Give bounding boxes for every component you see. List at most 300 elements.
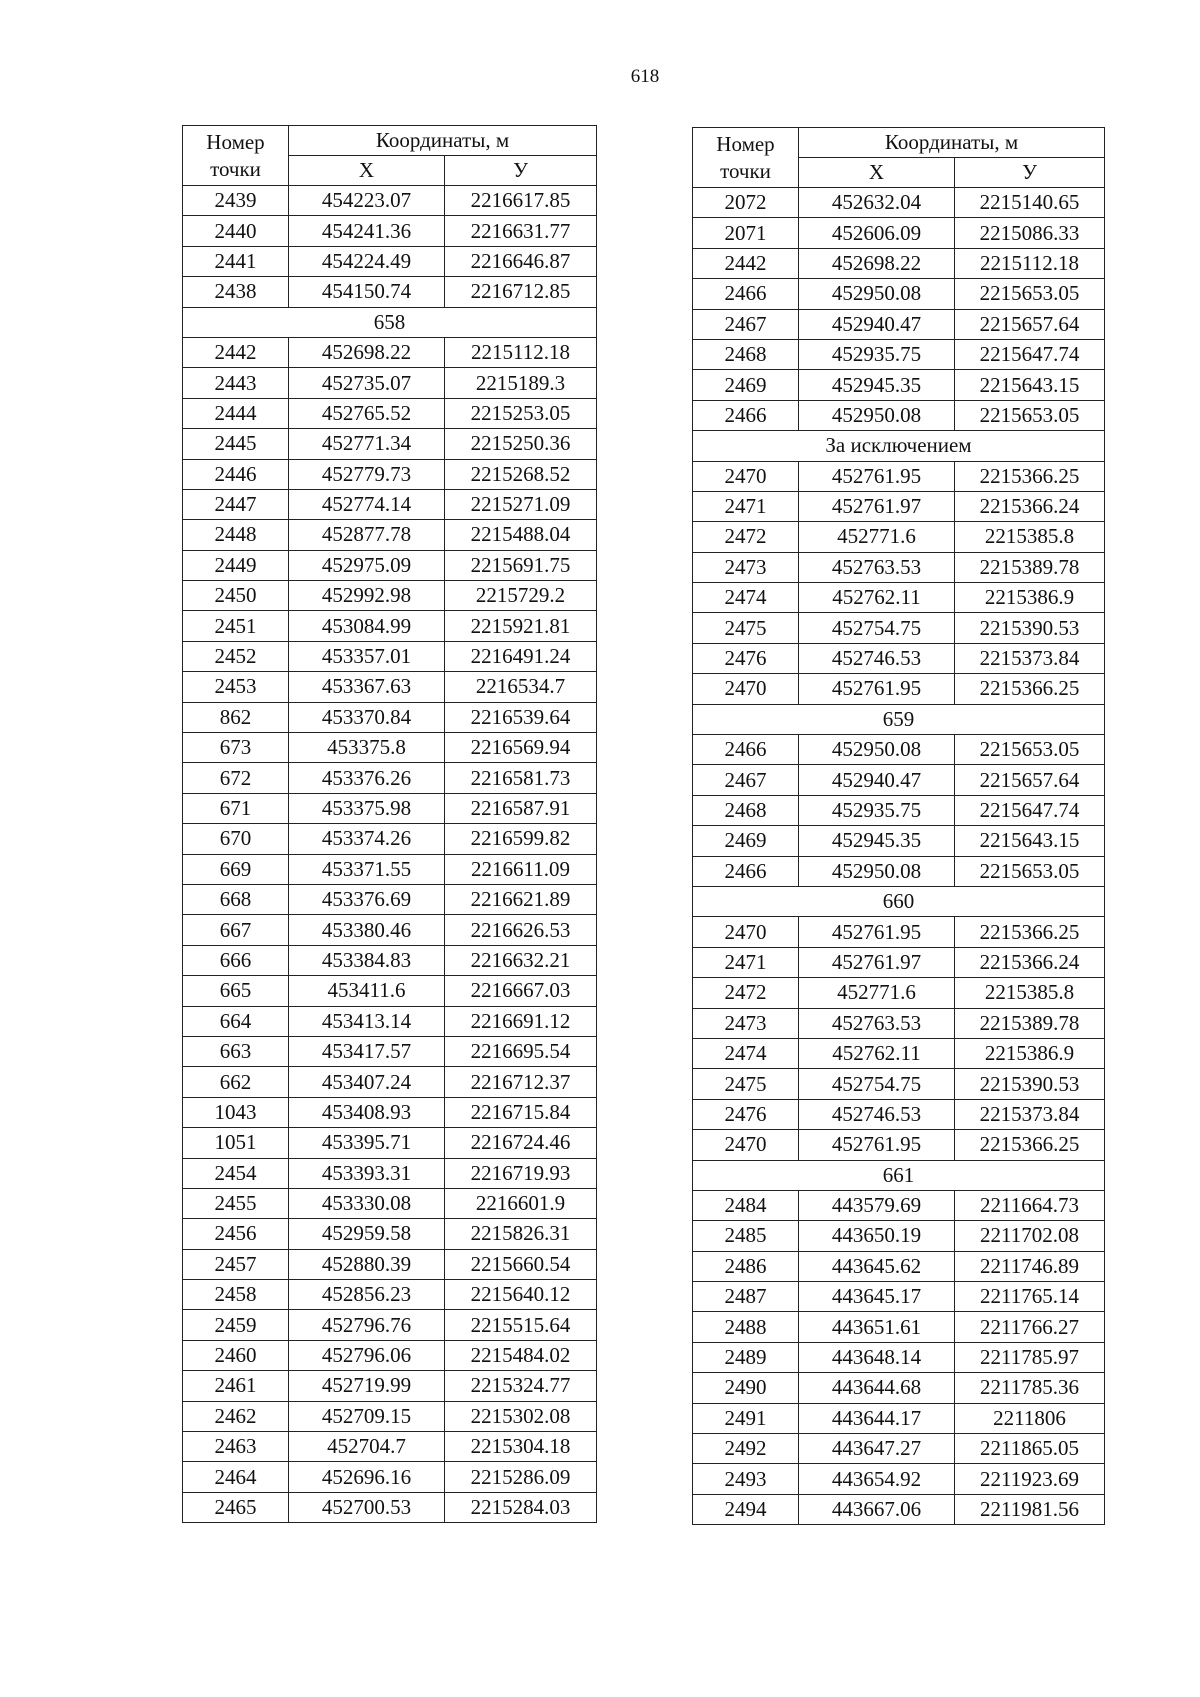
cell-point-number: 2492 bbox=[693, 1434, 799, 1464]
table-row bbox=[693, 1130, 1105, 1160]
cell-x: 452746.53 bbox=[799, 1099, 955, 1129]
cell-y: 2215657.64 bbox=[955, 309, 1105, 339]
cell-x: 453376.26 bbox=[289, 763, 445, 793]
cell-x: 454241.36 bbox=[289, 216, 445, 246]
cell-x: 452771.6 bbox=[799, 522, 955, 552]
cell-x: 452761.95 bbox=[799, 917, 955, 947]
cell-point-number: 2444 bbox=[183, 398, 289, 428]
cell-x: 453417.57 bbox=[289, 1036, 445, 1066]
cell-point-number: 2461 bbox=[183, 1371, 289, 1401]
table-row bbox=[183, 1462, 597, 1492]
section-label: 660 bbox=[693, 886, 1105, 916]
cell-x: 452940.47 bbox=[799, 765, 955, 795]
cell-y: 2215390.53 bbox=[955, 613, 1105, 643]
cell-x: 453371.55 bbox=[289, 854, 445, 884]
cell-y: 2215366.25 bbox=[955, 1130, 1105, 1160]
cell-x: 452959.58 bbox=[289, 1219, 445, 1249]
cell-y: 2215286.09 bbox=[445, 1462, 597, 1492]
cell-y: 2215647.74 bbox=[955, 795, 1105, 825]
header-point-line1: Номер bbox=[206, 129, 265, 154]
cell-y: 2215366.25 bbox=[955, 461, 1105, 491]
cell-point-number: 862 bbox=[183, 702, 289, 732]
cell-x: 452950.08 bbox=[799, 279, 955, 309]
cell-y: 2215304.18 bbox=[445, 1432, 597, 1462]
cell-y: 2216581.73 bbox=[445, 763, 597, 793]
table-row bbox=[183, 581, 597, 611]
cell-y: 2215366.25 bbox=[955, 917, 1105, 947]
table-row bbox=[693, 643, 1105, 673]
cell-point-number: 667 bbox=[183, 915, 289, 945]
header-point-line2: точки bbox=[210, 156, 261, 181]
cell-x: 443645.62 bbox=[799, 1251, 955, 1281]
cell-point-number: 2470 bbox=[693, 917, 799, 947]
cell-y: 2216621.89 bbox=[445, 884, 597, 914]
cell-x: 452761.97 bbox=[799, 947, 955, 977]
table-row bbox=[183, 672, 597, 702]
cell-point-number: 2452 bbox=[183, 641, 289, 671]
cell-y: 2211766.27 bbox=[955, 1312, 1105, 1342]
table-row bbox=[183, 1432, 597, 1462]
table-row bbox=[693, 461, 1105, 491]
cell-point-number: 663 bbox=[183, 1036, 289, 1066]
cell-x: 452940.47 bbox=[799, 309, 955, 339]
cell-y: 2216712.85 bbox=[445, 277, 597, 307]
cell-point-number: 2471 bbox=[693, 491, 799, 521]
cell-x: 452709.15 bbox=[289, 1401, 445, 1431]
cell-point-number: 2445 bbox=[183, 429, 289, 459]
cell-x: 453413.14 bbox=[289, 1006, 445, 1036]
section-label: 661 bbox=[693, 1160, 1105, 1190]
cell-y: 2216724.46 bbox=[445, 1128, 597, 1158]
cell-x: 454223.07 bbox=[289, 186, 445, 216]
cell-x: 453084.99 bbox=[289, 611, 445, 641]
cell-x: 452796.76 bbox=[289, 1310, 445, 1340]
table-row bbox=[183, 1401, 597, 1431]
cell-y: 2215515.64 bbox=[445, 1310, 597, 1340]
cell-y: 2211702.08 bbox=[955, 1221, 1105, 1251]
cell-x: 443651.61 bbox=[799, 1312, 955, 1342]
cell-x: 443645.17 bbox=[799, 1282, 955, 1312]
table-row bbox=[693, 1008, 1105, 1038]
cell-x: 452762.11 bbox=[799, 1038, 955, 1068]
cell-point-number: 2451 bbox=[183, 611, 289, 641]
cell-point-number: 2491 bbox=[693, 1403, 799, 1433]
cell-point-number: 2470 bbox=[693, 461, 799, 491]
table-row bbox=[183, 1128, 597, 1158]
table-row bbox=[183, 520, 597, 550]
cell-y: 2211664.73 bbox=[955, 1190, 1105, 1220]
cell-point-number: 2468 bbox=[693, 339, 799, 369]
cell-x: 453330.08 bbox=[289, 1188, 445, 1218]
cell-point-number: 665 bbox=[183, 976, 289, 1006]
cell-y: 2215386.9 bbox=[955, 583, 1105, 613]
cell-point-number: 2458 bbox=[183, 1280, 289, 1310]
cell-x: 453393.31 bbox=[289, 1158, 445, 1188]
cell-point-number: 2475 bbox=[693, 613, 799, 643]
table-row bbox=[183, 1340, 597, 1370]
section-row bbox=[693, 704, 1105, 734]
cell-x: 452950.08 bbox=[799, 856, 955, 886]
cell-x: 452696.16 bbox=[289, 1462, 445, 1492]
table-row bbox=[693, 1464, 1105, 1494]
table-row bbox=[183, 611, 597, 641]
section-label: 659 bbox=[693, 704, 1105, 734]
cell-y: 2215253.05 bbox=[445, 398, 597, 428]
table-row bbox=[693, 400, 1105, 430]
cell-x: 452761.95 bbox=[799, 461, 955, 491]
table-row bbox=[693, 309, 1105, 339]
cell-point-number: 2456 bbox=[183, 1219, 289, 1249]
coordinates-table-right bbox=[692, 127, 1105, 1525]
cell-x: 452796.06 bbox=[289, 1340, 445, 1370]
cell-y: 2215385.8 bbox=[955, 522, 1105, 552]
header-coordinates: Координаты, м bbox=[799, 128, 1105, 158]
cell-y: 2211785.36 bbox=[955, 1373, 1105, 1403]
cell-y: 2216569.94 bbox=[445, 733, 597, 763]
cell-point-number: 2448 bbox=[183, 520, 289, 550]
table-row bbox=[183, 824, 597, 854]
table-row bbox=[693, 1282, 1105, 1312]
cell-point-number: 668 bbox=[183, 884, 289, 914]
cell-x: 453375.98 bbox=[289, 793, 445, 823]
cell-y: 2215691.75 bbox=[445, 550, 597, 580]
cell-point-number: 2484 bbox=[693, 1190, 799, 1220]
cell-x: 452935.75 bbox=[799, 339, 955, 369]
header-x: X bbox=[289, 156, 445, 186]
cell-x: 453408.93 bbox=[289, 1097, 445, 1127]
table-row bbox=[183, 1097, 597, 1127]
table-body-right bbox=[693, 188, 1105, 1525]
table-row bbox=[183, 793, 597, 823]
cell-y: 2215653.05 bbox=[955, 400, 1105, 430]
cell-point-number: 2459 bbox=[183, 1310, 289, 1340]
header-point-number bbox=[183, 126, 289, 186]
table-row bbox=[183, 1036, 597, 1066]
cell-point-number: 1043 bbox=[183, 1097, 289, 1127]
cell-point-number: 1051 bbox=[183, 1128, 289, 1158]
table-row bbox=[693, 1251, 1105, 1281]
cell-point-number: 669 bbox=[183, 854, 289, 884]
table-row bbox=[183, 1158, 597, 1188]
cell-point-number: 673 bbox=[183, 733, 289, 763]
table-row bbox=[693, 1494, 1105, 1524]
cell-point-number: 2466 bbox=[693, 279, 799, 309]
cell-x: 454150.74 bbox=[289, 277, 445, 307]
table-row bbox=[693, 1190, 1105, 1220]
cell-point-number: 2470 bbox=[693, 1130, 799, 1160]
cell-x: 452779.73 bbox=[289, 459, 445, 489]
cell-y: 2215366.24 bbox=[955, 947, 1105, 977]
cell-x: 452754.75 bbox=[799, 613, 955, 643]
cell-x: 452704.7 bbox=[289, 1432, 445, 1462]
table-row bbox=[693, 735, 1105, 765]
table-row bbox=[183, 277, 597, 307]
cell-y: 2215250.36 bbox=[445, 429, 597, 459]
cell-x: 452763.53 bbox=[799, 1008, 955, 1038]
header-y: У bbox=[445, 156, 597, 186]
cell-point-number: 2475 bbox=[693, 1069, 799, 1099]
header-point-line2: точки bbox=[720, 158, 771, 183]
cell-x: 452719.99 bbox=[289, 1371, 445, 1401]
cell-y: 2215373.84 bbox=[955, 643, 1105, 673]
cell-point-number: 2442 bbox=[183, 337, 289, 367]
cell-x: 452975.09 bbox=[289, 550, 445, 580]
cell-point-number: 2485 bbox=[693, 1221, 799, 1251]
cell-y: 2211981.56 bbox=[955, 1494, 1105, 1524]
table-row bbox=[183, 368, 597, 398]
cell-y: 2211765.14 bbox=[955, 1282, 1105, 1312]
table-row bbox=[183, 1006, 597, 1036]
cell-point-number: 2453 bbox=[183, 672, 289, 702]
cell-y: 2216632.21 bbox=[445, 945, 597, 975]
section-row bbox=[183, 307, 597, 337]
cell-x: 453370.84 bbox=[289, 702, 445, 732]
cell-point-number: 2465 bbox=[183, 1492, 289, 1522]
cell-y: 2215324.77 bbox=[445, 1371, 597, 1401]
table-row bbox=[183, 945, 597, 975]
cell-point-number: 2450 bbox=[183, 581, 289, 611]
table-row bbox=[183, 854, 597, 884]
table-row bbox=[183, 702, 597, 732]
cell-y: 2215657.64 bbox=[955, 765, 1105, 795]
cell-point-number: 2472 bbox=[693, 522, 799, 552]
table-row bbox=[183, 459, 597, 489]
cell-x: 443650.19 bbox=[799, 1221, 955, 1251]
cell-y: 2216719.93 bbox=[445, 1158, 597, 1188]
cell-y: 2215385.8 bbox=[955, 978, 1105, 1008]
table-row bbox=[183, 1371, 597, 1401]
table-row bbox=[693, 1342, 1105, 1372]
table-row bbox=[693, 917, 1105, 947]
cell-x: 443648.14 bbox=[799, 1342, 955, 1372]
table-row bbox=[693, 218, 1105, 248]
table-row bbox=[183, 489, 597, 519]
coordinates-table-left bbox=[182, 125, 597, 1523]
table-row bbox=[183, 763, 597, 793]
table-row bbox=[693, 1221, 1105, 1251]
cell-y: 2216626.53 bbox=[445, 915, 597, 945]
cell-point-number: 2469 bbox=[693, 370, 799, 400]
cell-x: 452763.53 bbox=[799, 552, 955, 582]
cell-y: 2211785.97 bbox=[955, 1342, 1105, 1372]
cell-y: 2215484.02 bbox=[445, 1340, 597, 1370]
cell-y: 2215653.05 bbox=[955, 735, 1105, 765]
table-row bbox=[693, 978, 1105, 1008]
section-label: За исключением bbox=[693, 431, 1105, 461]
cell-point-number: 666 bbox=[183, 945, 289, 975]
table-row bbox=[183, 398, 597, 428]
header-point-number bbox=[693, 128, 799, 188]
cell-x: 453375.8 bbox=[289, 733, 445, 763]
cell-y: 2216491.24 bbox=[445, 641, 597, 671]
cell-y: 2215366.25 bbox=[955, 674, 1105, 704]
cell-point-number: 2466 bbox=[693, 400, 799, 430]
section-row bbox=[693, 886, 1105, 916]
cell-x: 454224.49 bbox=[289, 246, 445, 276]
cell-point-number: 2466 bbox=[693, 856, 799, 886]
cell-point-number: 2071 bbox=[693, 218, 799, 248]
table-row bbox=[693, 1038, 1105, 1068]
table-row bbox=[183, 186, 597, 216]
cell-x: 443667.06 bbox=[799, 1494, 955, 1524]
cell-point-number: 2474 bbox=[693, 1038, 799, 1068]
cell-point-number: 2466 bbox=[693, 735, 799, 765]
table-row bbox=[693, 947, 1105, 977]
table-row bbox=[693, 795, 1105, 825]
cell-y: 2215921.81 bbox=[445, 611, 597, 641]
cell-point-number: 2446 bbox=[183, 459, 289, 489]
table-row bbox=[693, 674, 1105, 704]
page-number: 618 bbox=[630, 66, 660, 87]
table-row bbox=[693, 339, 1105, 369]
cell-point-number: 2467 bbox=[693, 309, 799, 339]
cell-point-number: 2441 bbox=[183, 246, 289, 276]
cell-x: 452606.09 bbox=[799, 218, 955, 248]
cell-point-number: 2464 bbox=[183, 1462, 289, 1492]
cell-point-number: 2488 bbox=[693, 1312, 799, 1342]
cell-y: 2215271.09 bbox=[445, 489, 597, 519]
cell-y: 2215647.74 bbox=[955, 339, 1105, 369]
table-row bbox=[183, 884, 597, 914]
cell-point-number: 2486 bbox=[693, 1251, 799, 1281]
cell-y: 2215643.15 bbox=[955, 370, 1105, 400]
cell-x: 453357.01 bbox=[289, 641, 445, 671]
cell-point-number: 2463 bbox=[183, 1432, 289, 1462]
cell-x: 452771.34 bbox=[289, 429, 445, 459]
table-row bbox=[183, 1067, 597, 1097]
cell-y: 2215643.15 bbox=[955, 826, 1105, 856]
table-row bbox=[693, 1312, 1105, 1342]
cell-x: 443644.17 bbox=[799, 1403, 955, 1433]
cell-y: 2216599.82 bbox=[445, 824, 597, 854]
cell-y: 2215140.65 bbox=[955, 188, 1105, 218]
cell-point-number: 662 bbox=[183, 1067, 289, 1097]
cell-point-number: 2455 bbox=[183, 1188, 289, 1218]
table-row bbox=[183, 641, 597, 671]
cell-point-number: 2457 bbox=[183, 1249, 289, 1279]
table-row bbox=[693, 1403, 1105, 1433]
table-row bbox=[183, 246, 597, 276]
cell-point-number: 2467 bbox=[693, 765, 799, 795]
table-row bbox=[183, 429, 597, 459]
header-point-line1: Номер bbox=[716, 131, 775, 156]
table-row bbox=[693, 765, 1105, 795]
cell-y: 2215302.08 bbox=[445, 1401, 597, 1431]
table-row bbox=[183, 1492, 597, 1522]
cell-y: 2216712.37 bbox=[445, 1067, 597, 1097]
section-label: 658 bbox=[183, 307, 597, 337]
cell-point-number: 2447 bbox=[183, 489, 289, 519]
cell-x: 452935.75 bbox=[799, 795, 955, 825]
cell-y: 2215653.05 bbox=[955, 279, 1105, 309]
cell-y: 2215389.78 bbox=[955, 1008, 1105, 1038]
cell-point-number: 672 bbox=[183, 763, 289, 793]
cell-point-number: 2468 bbox=[693, 795, 799, 825]
cell-point-number: 2471 bbox=[693, 947, 799, 977]
cell-x: 452992.98 bbox=[289, 581, 445, 611]
cell-y: 2215189.3 bbox=[445, 368, 597, 398]
cell-x: 452746.53 bbox=[799, 643, 955, 673]
table-row bbox=[183, 1219, 597, 1249]
cell-x: 452945.35 bbox=[799, 370, 955, 400]
cell-point-number: 2473 bbox=[693, 552, 799, 582]
cell-x: 452761.95 bbox=[799, 674, 955, 704]
cell-point-number: 671 bbox=[183, 793, 289, 823]
cell-x: 452880.39 bbox=[289, 1249, 445, 1279]
cell-x: 452877.78 bbox=[289, 520, 445, 550]
cell-x: 453411.6 bbox=[289, 976, 445, 1006]
cell-point-number: 670 bbox=[183, 824, 289, 854]
cell-y: 2215488.04 bbox=[445, 520, 597, 550]
table-row bbox=[183, 1188, 597, 1218]
table-row bbox=[693, 491, 1105, 521]
cell-x: 443647.27 bbox=[799, 1434, 955, 1464]
table-row bbox=[183, 1280, 597, 1310]
cell-point-number: 2439 bbox=[183, 186, 289, 216]
table-row bbox=[693, 1069, 1105, 1099]
cell-x: 452762.11 bbox=[799, 583, 955, 613]
cell-point-number: 2476 bbox=[693, 643, 799, 673]
cell-point-number: 2487 bbox=[693, 1282, 799, 1312]
cell-y: 2216667.03 bbox=[445, 976, 597, 1006]
cell-y: 2215660.54 bbox=[445, 1249, 597, 1279]
cell-y: 2215086.33 bbox=[955, 218, 1105, 248]
cell-x: 443644.68 bbox=[799, 1373, 955, 1403]
cell-point-number: 2460 bbox=[183, 1340, 289, 1370]
cell-point-number: 2072 bbox=[693, 188, 799, 218]
cell-x: 453367.63 bbox=[289, 672, 445, 702]
table-row bbox=[183, 733, 597, 763]
table-row bbox=[693, 1373, 1105, 1403]
table-row bbox=[183, 216, 597, 246]
cell-y: 2216646.87 bbox=[445, 246, 597, 276]
cell-x: 452700.53 bbox=[289, 1492, 445, 1522]
cell-y: 2216631.77 bbox=[445, 216, 597, 246]
cell-point-number: 2470 bbox=[693, 674, 799, 704]
cell-y: 2216539.64 bbox=[445, 702, 597, 732]
cell-y: 2211806 bbox=[955, 1403, 1105, 1433]
cell-y: 2211746.89 bbox=[955, 1251, 1105, 1281]
table-row bbox=[693, 583, 1105, 613]
table-row bbox=[693, 856, 1105, 886]
cell-point-number: 2493 bbox=[693, 1464, 799, 1494]
cell-x: 453395.71 bbox=[289, 1128, 445, 1158]
section-row bbox=[693, 1160, 1105, 1190]
table-row bbox=[183, 337, 597, 367]
cell-y: 2215826.31 bbox=[445, 1219, 597, 1249]
cell-point-number: 2442 bbox=[693, 248, 799, 278]
table-row bbox=[693, 248, 1105, 278]
cell-point-number: 2472 bbox=[693, 978, 799, 1008]
section-row bbox=[693, 431, 1105, 461]
cell-point-number: 2473 bbox=[693, 1008, 799, 1038]
cell-y: 2215366.24 bbox=[955, 491, 1105, 521]
cell-y: 2215284.03 bbox=[445, 1492, 597, 1522]
cell-x: 452856.23 bbox=[289, 1280, 445, 1310]
cell-y: 2216534.7 bbox=[445, 672, 597, 702]
table-row bbox=[693, 613, 1105, 643]
cell-point-number: 2462 bbox=[183, 1401, 289, 1431]
cell-y: 2215373.84 bbox=[955, 1099, 1105, 1129]
cell-y: 2216601.9 bbox=[445, 1188, 597, 1218]
table-body-left bbox=[183, 186, 597, 1523]
table-row bbox=[183, 1249, 597, 1279]
cell-point-number: 2474 bbox=[693, 583, 799, 613]
cell-point-number: 2469 bbox=[693, 826, 799, 856]
cell-point-number: 664 bbox=[183, 1006, 289, 1036]
cell-x: 452950.08 bbox=[799, 735, 955, 765]
table-row bbox=[693, 522, 1105, 552]
